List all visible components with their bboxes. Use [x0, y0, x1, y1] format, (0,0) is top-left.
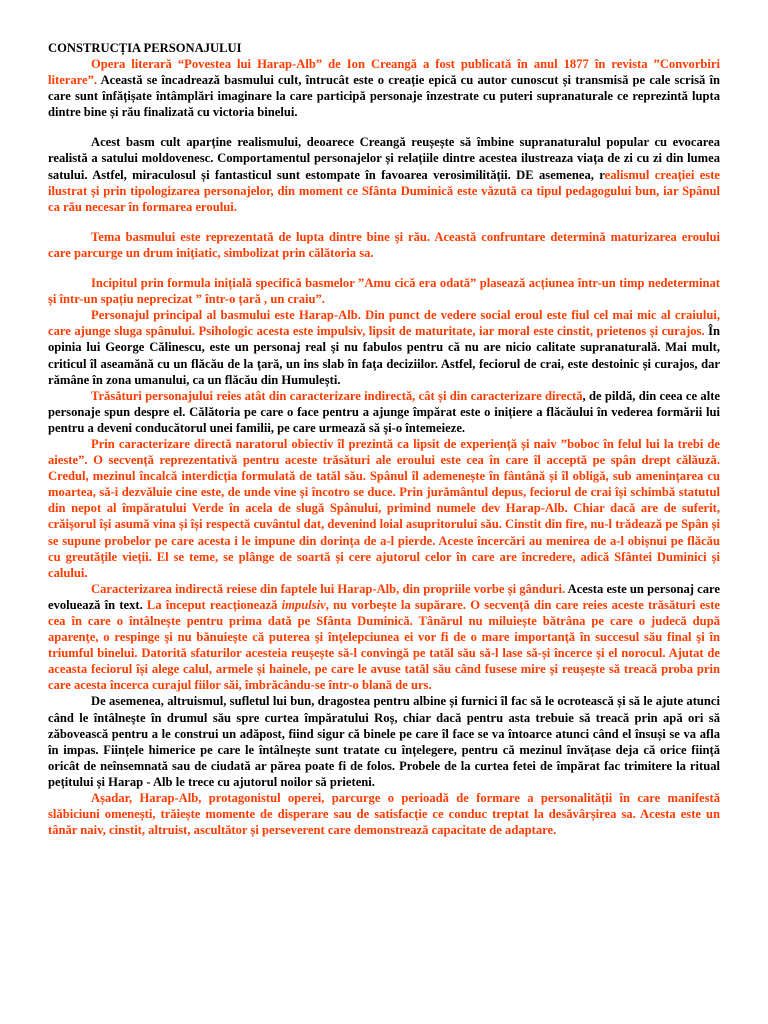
- text-run: Prin caracterizare directă naratorul obiectiv îl prezintă ca lipsit de experiență și naiv ”boboc în felul lui la trebi de aieste”. O secvență reprezentativă pentru aceste trăsături ale eroului este cea în care îl acceptă pe spân drept călăuză. Credul, mezinul încalcă interdicția formulată de tatăl său. Spânul îl ademenește în fântână și îl obligă, sub amenințarea cu moartea, să-i dezvăluie cine este, de unde vine și încotro se duce. Prin jurământul depus, feciorul de crai își schimbă statutul din nepot al împăratului Verde în acela de slugă Spânului, primind numele dev Harap-Alb. Chiar dacă are de suferit, crăişorul își asumă vina și își respectă cuvântul dat, devenind loial asupritorului său. Cinstit din fire, nu-l trădează pe Spân și se supune probelor pe care acesta i le impune din dorința de a-l pierde. Aceste încercări au menirea de a-l obișnui pe flăcău cu greutățile vieții. El se teme, se plânge de soartă și cere ajutorul celor în care are încredere, adică Sfântei Duminici și calului.: [48, 436, 720, 580]
- paragraph: [48, 275, 720, 307]
- text-run: De asemenea, altruismul, sufletul lui bun, dragostea pentru albine și furnici îl fac să le ocrotească și să le ajute atunci când le întâlneşte în drumul său spre curtea împăratului Roș, chiar dacă pentru asta trebuie să treacă prin apă ori să zăbovească pentru a le construi un adăpost, fiind sigur că binele pe care îl face se va întoarce atunci când el însuși se va afla în impas. Ființele himerice pe care le întâlnește sunt tratate cu înțelegere, pentru că mezinul învățase deja că orice ființă oricât de neînsemnată sau de ciudată ar părea poate fi de folos. Probele de la curtea fetei de împărat fac trimitere la ritual pețitului și Harap - Alb le trece cu ajutorul noilor să prieteni.: [48, 694, 720, 789]
- text-run: Tema basmului este reprezentată de lupta dintre bine şi rău. Această confruntare determină maturizarea eroului care parcurge un drum iniţiatic, simbolizat prin călătoria sa.: [48, 229, 720, 260]
- text-run: Trăsături personajului reies atât din caracterizare indirectă, cât și din caracterizare directă: [91, 388, 583, 403]
- document-body: [48, 56, 720, 838]
- text-run: Caracterizarea indirectă reiese din faptele lui Harap-Alb, din propriile vorbe și gânduri.: [91, 581, 566, 596]
- paragraph: [48, 790, 720, 838]
- text-run: La început reacționează: [146, 597, 282, 612]
- text-run: Așadar, Harap-Alb, protagonistul operei, parcurge o perioadă de formare a personalității în care manifestă slăbiciuni omenești, trăiește momente de disperare sau de satisfacție ce conduc treptat la desăvârșirea sa. Acesta este un tânăr naiv, cinstit, altruist, ascultător și perseverent care demonstrează capacitate de adaptare.: [48, 791, 720, 838]
- text-run: În opinia lui George Călinescu, este un personaj real şi nu fabulos pentru că nu are nicio calitate supranaturală. Mai mult, criticul îl aseamănă cu un flăcău de la ţară, un ins slab în faţa deciziilor. Astfel, feciorul de crai, este destoinic și curajos, dar rămâne în zona umanului, ca un flăcău din Humulești.: [48, 324, 720, 387]
- text-run: Acesta este un personaj care evoluează în text.: [48, 581, 721, 612]
- text-run: Opera literară “Povestea lui Harap-Alb” de Ion Creangă a fost publicată în anul 1877 în revista ”Convorbiri literare”.: [48, 57, 720, 88]
- paragraph: [48, 581, 720, 694]
- text-run: Incipitul prin formula inițială specifică basmelor ”Amu cică era odată” plasează acțiunea într-un timp nedeterminat și într-un spațiu neprecizat ” într-o țară , un craiu”.: [48, 276, 720, 307]
- text-run: impulsiv: [281, 597, 326, 612]
- paragraph: [48, 307, 720, 387]
- paragraph: [48, 134, 720, 214]
- text-run: Acest basm cult aparține realismului, deoarece Creangă reușește să îmbine supranaturalul popular cu evocarea realistă a satului moldovenesc. Comportamentul personajelor și relațiile dintre acestea ilustreaza viața de zi cu zi din lumea satului. Astfel, miraculosul și fantasticul sunt estompate în favoarea verosimilității. DE asemenea, r: [48, 135, 720, 182]
- text-run: Această se încadrează basmului cult, întrucât este o creație epică cu autor cunoscut și transmisă pe cale scrisă în care sunt înfățișate întâmplări imaginare la care participă personaje înzestrate cu puteri supranaturale ce reprezintă lupta dintre bine și rău finalizată cu victoria binelui.: [48, 73, 720, 120]
- paragraph: [48, 229, 720, 261]
- document-title: CONSTRUCȚIA PERSONAJULUI: [48, 41, 242, 55]
- paragraph: [48, 388, 720, 436]
- text-run: , nu vorbește la supărare. O secvență din care reies aceste trăsături este cea în care o întâlnește pentru prima dată pe Sfânta Duminică. Tânărul nu miluiește bătrâna pe care o judecă după aparenţe, o respinge şi nu bănuieşte că puterea şi înţelepciunea ei vor fi de o mare importanţă în succesul său final şi în triumful binelui. Datorită sfaturilor acesteia reușește să-l convingă pe tatăl său să-l lase să-și încerce și el norocul. Ajutat de aceasta feciorul își alege calul, armele și hainele, pe care le avuse tatăl său când fusese mire și reușește să treacă proba prin care acesta încerca curajul fiilor săi, îmbrăcându-se într-o blană de urs.: [48, 597, 720, 693]
- text-run: , de pildă, din ceea ce alte personaje spun despre el. Călătoria pe care o face pentru a ajunge împărat este o inițiere a flăcăului în vederea formării lui pentru a deveni conducătorul unei familii, pe care urmează să şi-o întemeieze.: [48, 388, 720, 435]
- text-run: ealismul creației este ilustrat și prin tipologizarea personajelor, din moment ce Sfânta Duminică este văzută ca tipul pedagogului bun, iar Spânul ca rău necesar în formarea eroului.: [48, 167, 720, 214]
- text-run: Personajul principal al basmului este Harap-Alb. Din punct de vedere social eroul este fiul cel mai mic al craiului, care ajunge sluga spânului. Psihologic acesta este impulsiv, lipsit de maturitate, iar moral este cinstit, prietenos și curajos.: [48, 308, 720, 339]
- paragraph: [48, 56, 720, 120]
- paragraph: [48, 693, 720, 790]
- paragraph: [48, 436, 720, 581]
